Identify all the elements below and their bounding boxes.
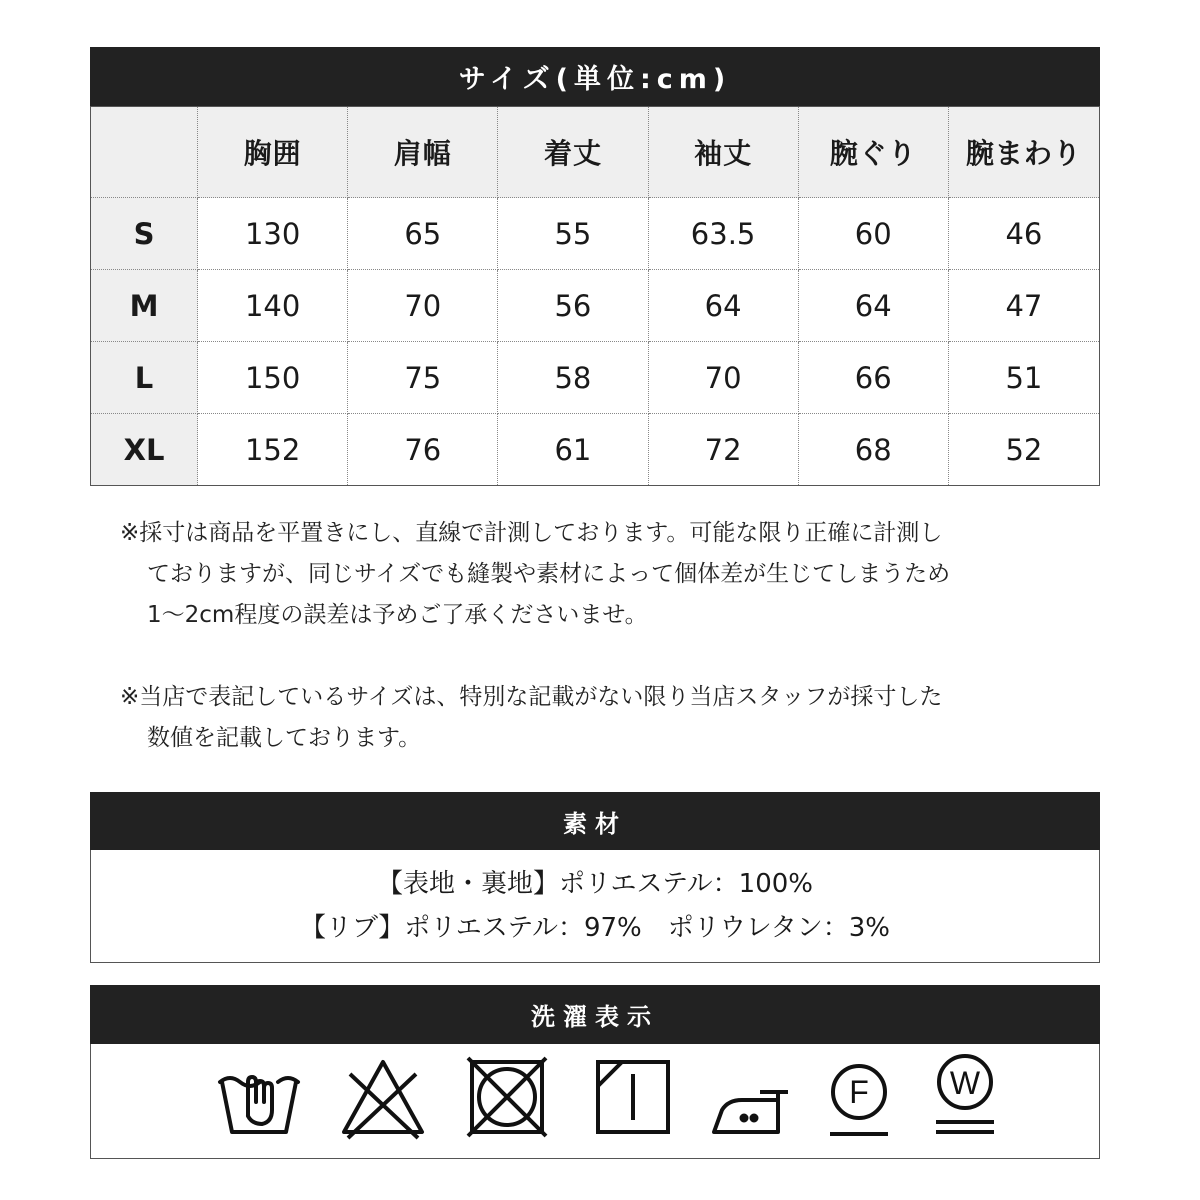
size-label-cell: XL	[91, 414, 198, 486]
size-label-cell: L	[91, 342, 198, 414]
size-table-header-cell: 肩幅	[348, 107, 498, 198]
wet-clean-letter: W	[949, 1065, 981, 1101]
table-cell: 52	[1005, 432, 1043, 467]
table-row	[91, 342, 1100, 414]
table-cell: 60	[798, 198, 948, 270]
line-dry-shade-icon	[588, 1052, 678, 1142]
material-line: 【表地・裏地】ポリエステル：100%	[377, 869, 813, 899]
size-table-header-cell: 胸囲	[198, 107, 348, 198]
size-table-header-cell: 腕ぐり	[798, 107, 948, 198]
table-cell: 150	[198, 342, 348, 414]
table-cell: 140	[198, 270, 348, 342]
material-line: 【リブ】ポリエステル：97% ポリウレタン：3%	[300, 913, 890, 943]
table-cell: 75	[348, 342, 498, 414]
note-line: ※当店で表記しているサイズは、特別な記載がない限り当店スタッフが採寸した	[120, 684, 943, 710]
table-cell: 66	[798, 342, 948, 414]
size-label-cell: S	[91, 198, 198, 270]
note-line: ※採寸は商品を平置きにし、直線で計測しております。可能な限り正確に計測し	[120, 520, 943, 546]
size-source-note	[120, 677, 1060, 759]
note-line: 1～2cm程度の誤差は予めご了承くださいませ。	[147, 602, 648, 628]
table-cell: 64	[648, 270, 798, 342]
table-cell: 58	[498, 342, 648, 414]
size-table-header-cell: 袖丈	[648, 107, 798, 198]
material-title: 素材	[90, 792, 1100, 850]
table-cell: 72	[648, 414, 798, 486]
size-label-cell: M	[91, 270, 198, 342]
size-table-header-cell: 腕まわり	[948, 107, 1099, 198]
wet-clean-w-icon	[920, 1052, 1010, 1142]
table-cell: 47	[948, 270, 1099, 342]
size-table	[90, 106, 1100, 486]
size-table-title: サイズ(単位:cm)	[90, 47, 1100, 106]
iron-low-icon	[706, 1052, 796, 1142]
table-cell: 76	[348, 414, 498, 486]
no-bleach-icon	[338, 1052, 428, 1142]
dry-clean-letter: F	[849, 1074, 869, 1110]
dry-clean-f-icon	[814, 1052, 904, 1142]
table-cell: 56	[498, 270, 648, 342]
table-row	[91, 198, 1100, 270]
table-cell: 130	[198, 198, 348, 270]
material-box	[90, 850, 1100, 963]
table-cell: 68	[798, 414, 948, 486]
table-cell: 70	[648, 342, 798, 414]
note-line: ておりますが、同じサイズでも縫製や素材によって個体差が生じてしまうため	[147, 561, 951, 587]
table-cell: 65	[348, 198, 498, 270]
measurement-note	[120, 513, 1060, 636]
table-cell: 70	[348, 270, 498, 342]
table-cell: 51	[948, 342, 1099, 414]
note-line: 数値を記載しております。	[147, 725, 422, 751]
table-cell: 55	[498, 198, 648, 270]
table-cell: 63.5	[648, 198, 798, 270]
table-row	[91, 414, 1100, 486]
table-cell: 64	[798, 270, 948, 342]
size-table-header-cell	[91, 107, 198, 198]
size-table-header-cell: 着丈	[498, 107, 648, 198]
size-table-header-row	[91, 107, 1100, 198]
hand-wash-icon	[214, 1052, 304, 1142]
table-row	[91, 270, 1100, 342]
table-cell: 61	[498, 414, 648, 486]
no-tumble-dry-icon	[462, 1052, 552, 1142]
care-title: 洗濯表示	[90, 985, 1100, 1044]
table-cell: 152	[198, 414, 348, 486]
table-cell: 46	[948, 198, 1099, 270]
